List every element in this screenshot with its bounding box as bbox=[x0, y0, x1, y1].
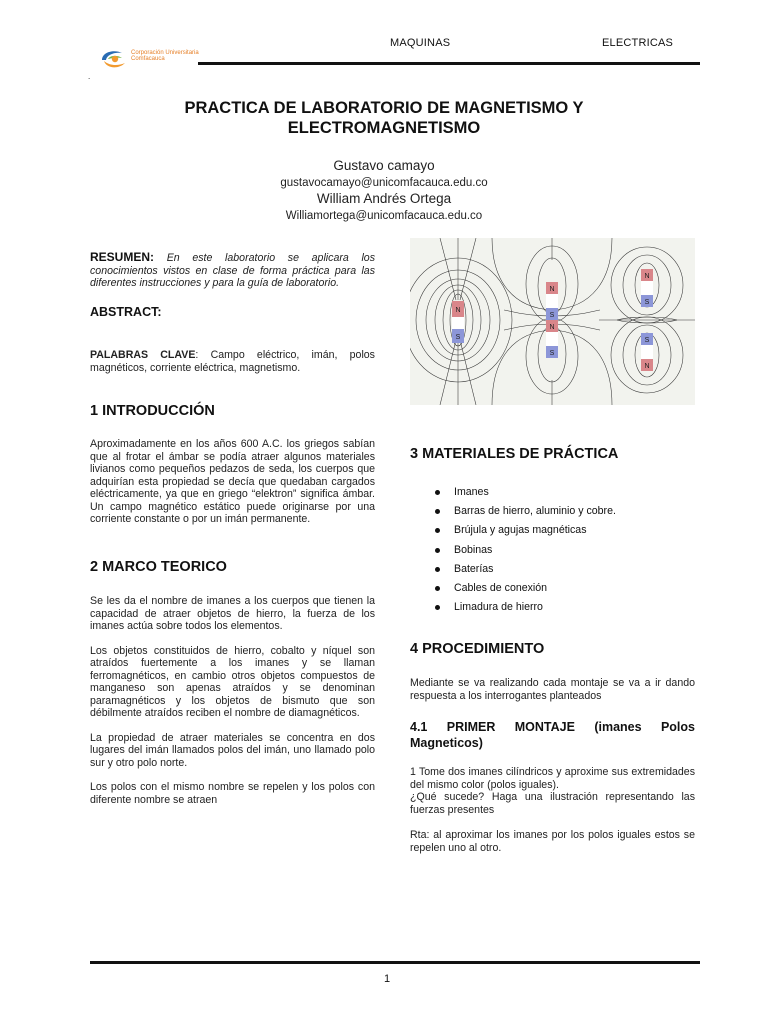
author-name: William Andrés Ortega bbox=[316, 191, 452, 206]
list-item: Cables de conexión bbox=[410, 582, 695, 601]
footer-rule bbox=[90, 961, 700, 964]
header-left-label: MAQUINAS bbox=[390, 37, 451, 49]
montaje-paragraph: ¿Qué sucede? Haga una ilustración representando las fuerzas presentes bbox=[410, 791, 695, 816]
list-item: Baterías bbox=[410, 563, 695, 582]
list-item: Bobinas bbox=[410, 544, 695, 563]
field-lines-illustration bbox=[410, 238, 695, 405]
marco-paragraph: Se les da el nombre de imanes a los cuerpos que tienen la capacidad de atraer objetos de hierro, la fuerza de los imanes actúa sobre todos los elementos. bbox=[90, 595, 375, 632]
list-item: Brújula y agujas magnéticas bbox=[410, 524, 695, 543]
marco-paragraph: Los objetos constituidos de hierro, cobalto y níquel son atraídos fuertemente a los imanes y se llaman ferromagnéticos, en cambio otros objetos compuestos de manganeso son apenas atraídos y se denominan paramagnéticos y los objetos de bismuto que son débilmente atraídos reciben el nombre de diamagnéticos. bbox=[90, 644, 375, 719]
title-line-1: PRACTICA DE LABORATORIO DE MAGNETISMO Y bbox=[184, 99, 584, 117]
montaje-paragraph: 1 Tome dos imanes cilíndricos y aproxime sus extremidades del mismo color (polos iguales). bbox=[410, 766, 695, 791]
procedimiento-text: Mediante se va realizando cada montaje se va a ir dando respuesta a los interrogantes planteados bbox=[410, 677, 695, 702]
author-name: Gustavo camayo bbox=[333, 158, 435, 173]
materiales-list bbox=[410, 486, 695, 620]
intro-heading: 1 INTRODUCCIÓN bbox=[90, 403, 215, 419]
magnetic-field-figure bbox=[410, 238, 695, 405]
logo-text: Corporación Universitaria Comfacauca bbox=[131, 50, 199, 62]
materiales-heading: 3 MATERIALES DE PRÁCTICA bbox=[410, 446, 619, 462]
pole-label-n: N bbox=[455, 307, 461, 314]
document-title bbox=[90, 98, 678, 138]
pole-label-n: N bbox=[549, 324, 555, 331]
pole-label-s: S bbox=[455, 334, 461, 341]
list-item: Barras de hierro, aluminio y cobre. bbox=[410, 505, 695, 524]
page-number: 1 bbox=[384, 973, 391, 985]
authors-block bbox=[90, 158, 678, 224]
resumen-label: RESUMEN: bbox=[90, 250, 155, 264]
author-email: Williamortega@unicomfacauca.edu.co bbox=[285, 210, 483, 222]
marco-body bbox=[90, 595, 375, 806]
resumen-paragraph bbox=[90, 251, 375, 290]
marco-paragraph: La propiedad de atraer materiales se concentra en dos lugares del imán llamados polos del imán, uno llamado polo sur y otro polo norte. bbox=[90, 731, 375, 769]
montaje-paragraph: Rta: al aproximar los imanes por los polos iguales estos se repelen uno al otro. bbox=[410, 829, 695, 854]
resumen-text: En este laboratorio se aplicara los conocimientos vistos en clase de forma práctica para las diferentes instrucciones y para la guía de laboratorio. bbox=[90, 252, 375, 289]
intro-text: Aproximadamente en los años 600 A.C. los griegos sabían que al frotar el ámbar se podía atraer algunos materiales livianos como pequeños pedazos de seda, los cuerpos que adquirían esta propiedad se decía que quedaban cargados eléctricamente, ya que en griego “elektron” significa ámbar. Un campo magnético estático puede originarse por una corriente constante o por un imán permanente. bbox=[90, 438, 375, 525]
list-item: Limadura de hierro bbox=[410, 601, 695, 620]
keywords-paragraph bbox=[90, 349, 375, 374]
pole-label-n: N bbox=[644, 273, 650, 280]
marco-paragraph: Los polos con el mismo nombre se repelen y los polos con diferente nombre se atraen bbox=[90, 781, 375, 806]
pole-label-s: S bbox=[549, 350, 555, 357]
pole-label-s: S bbox=[644, 299, 650, 306]
pole-label-n: N bbox=[549, 286, 555, 293]
montaje-heading: 4.1 PRIMER MONTAJE (imanes Polos Magneticos) bbox=[410, 720, 695, 750]
list-item: Imanes bbox=[410, 486, 695, 505]
montaje-body bbox=[410, 766, 695, 854]
keywords-label: PALABRAS CLAVE bbox=[90, 349, 196, 361]
header-dot: . bbox=[88, 72, 91, 81]
title-line-2: ELECTROMAGNETISMO bbox=[287, 119, 481, 137]
abstract-heading: ABSTRACT: bbox=[90, 305, 162, 319]
pole-label-s: S bbox=[644, 337, 650, 344]
header-right-label: ELECTRICAS bbox=[602, 37, 674, 49]
header-rule bbox=[198, 62, 700, 65]
marco-heading: 2 MARCO TEORICO bbox=[90, 559, 227, 575]
author-email: gustavocamayo@unicomfacauca.edu.co bbox=[280, 177, 488, 189]
pole-label-n: N bbox=[644, 363, 650, 370]
procedimiento-heading: 4 PROCEDIMIENTO bbox=[410, 641, 545, 657]
keywords-text: : Campo eléctrico, imán, polos magnéticos, corriente eléctrica, magnetismo. bbox=[90, 349, 375, 374]
pole-label-s: S bbox=[549, 312, 555, 319]
